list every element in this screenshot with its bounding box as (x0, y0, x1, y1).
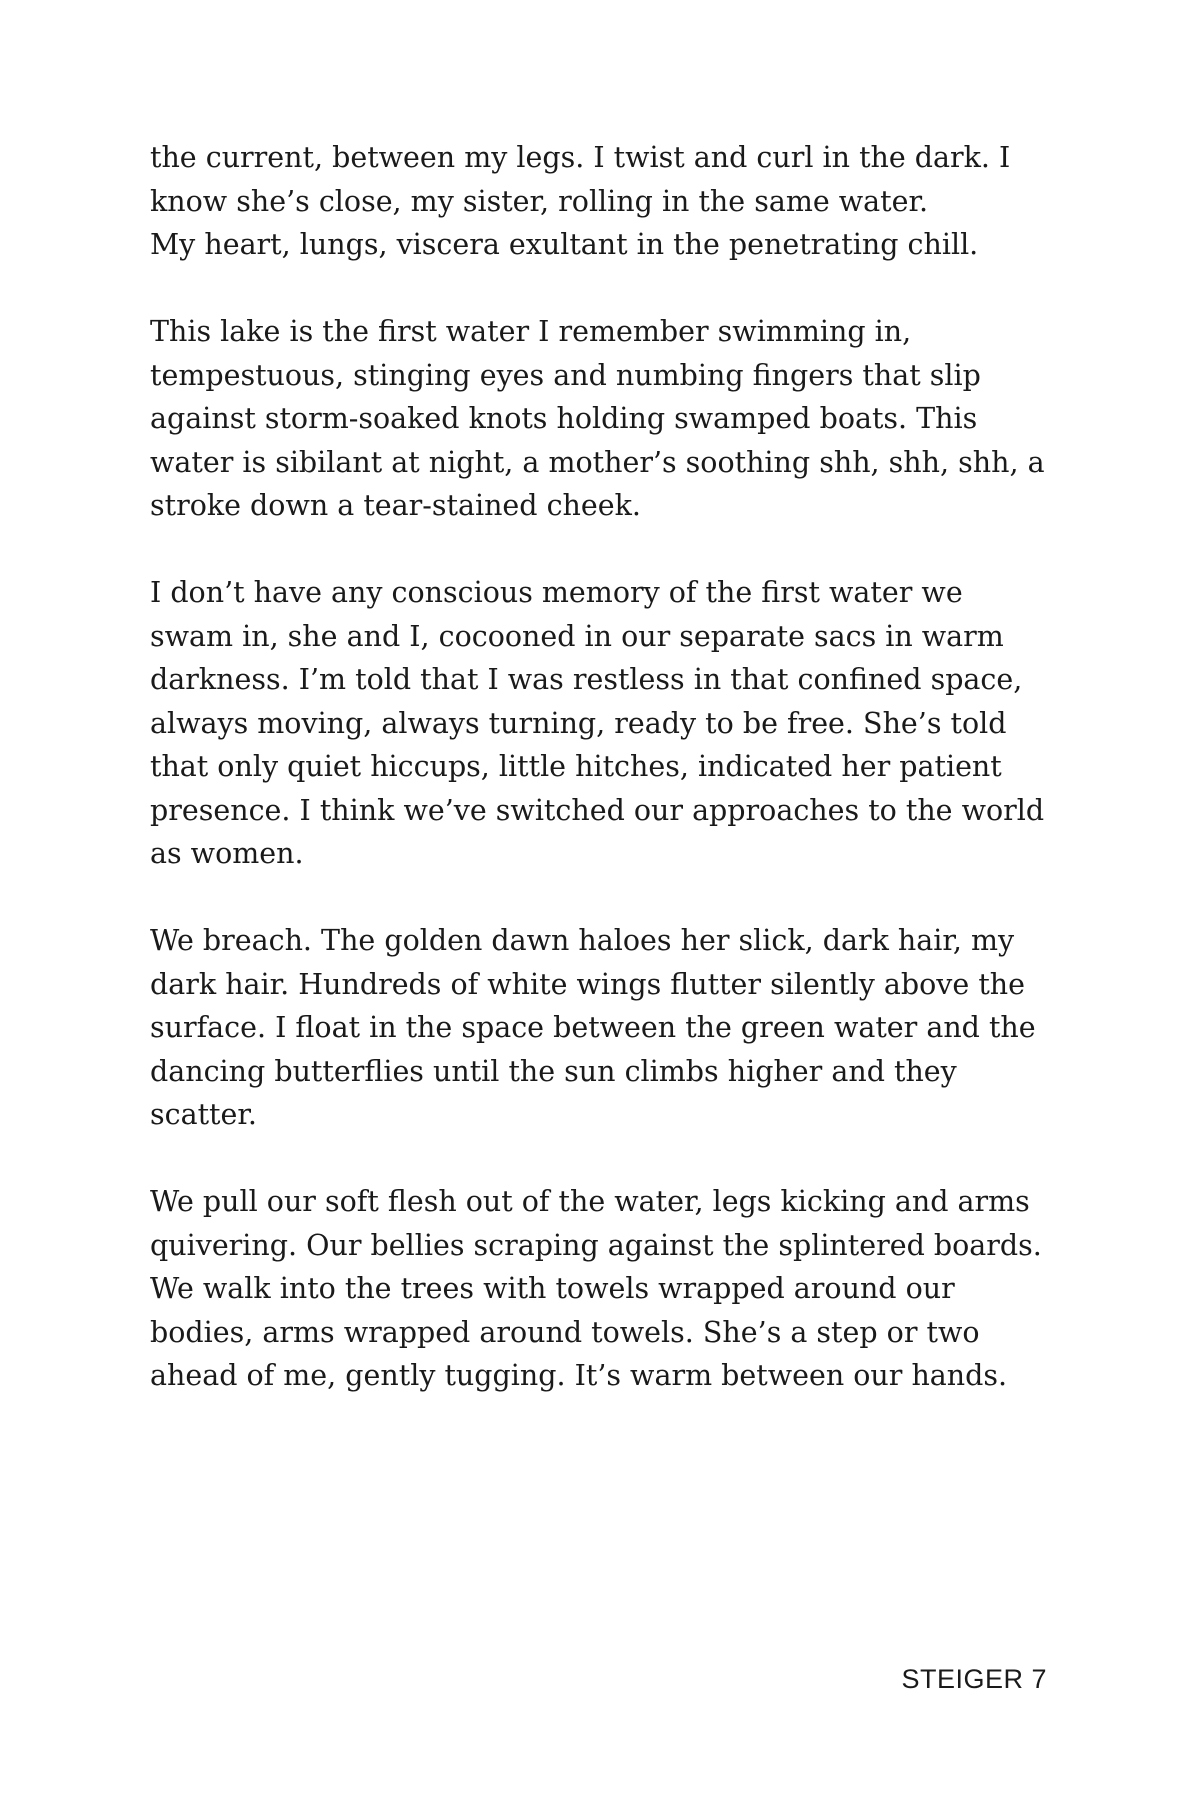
paragraph (150, 1180, 1065, 1398)
text-line: swam in, she and I, cocooned in our separate sacs in warm (150, 619, 1004, 653)
text-line: presence. I think we’ve switched our approaches to the world (150, 793, 1045, 827)
paragraph (150, 136, 1065, 267)
text-line: We breach. The golden dawn haloes her slick, dark hair, my (150, 924, 1015, 957)
text-line: always moving, always turning, ready to be free. She’s told (150, 706, 1007, 740)
text-line: ahead of me, gently tugging. It’s warm between our hands. (150, 1359, 1008, 1392)
text-line: I don’t have any conscious memory of the first water we (150, 576, 963, 609)
text-line: tempestuous, stinging eyes and numbing fingers that slip (150, 358, 981, 392)
text-line: scatter. (150, 1098, 257, 1131)
text-line: bodies, arms wrapped around towels. She’s a step or two (150, 1315, 980, 1349)
paragraph (150, 310, 1065, 528)
text-line: My heart, lungs, viscera exultant in the penetrating chill. (150, 228, 979, 261)
text-line: dancing butterflies until the sun climbs higher and they (150, 1054, 957, 1088)
text-line: quivering. Our bellies scraping against the splintered boards. (150, 1228, 1042, 1262)
text-line: darkness. I’m told that I was restless in that confined space, (150, 663, 1023, 696)
text-line: the current, between my legs. I twist and curl in the dark. I (150, 141, 1011, 174)
text-line: water is sibilant at night, a mother’s soothing shh, shh, shh, a (150, 445, 1045, 479)
text-line: This lake is the first water I remember swimming in, (150, 315, 912, 348)
text-line: dark hair. Hundreds of white wings flutter silently above the (150, 967, 1026, 1001)
text-line: We walk into the trees with towels wrapped around our (150, 1272, 955, 1305)
body-text (150, 136, 1065, 1441)
running-head-page-number: STEIGER 7 (901, 1664, 1047, 1694)
text-line: as women. (150, 837, 304, 870)
text-line: We pull our soft flesh out of the water, legs kicking and arms (150, 1185, 1030, 1218)
paragraph (150, 571, 1065, 876)
text-line: surface. I float in the space between the green water and the (150, 1011, 1036, 1044)
text-line: that only quiet hiccups, little hitches, indicated her patient (150, 750, 1002, 783)
text-line: know she’s close, my sister, rolling in the same water. (150, 184, 929, 218)
text-line: stroke down a tear-stained cheek. (150, 489, 641, 522)
paragraph (150, 919, 1065, 1137)
text-line: against storm-soaked knots holding swamped boats. This (150, 402, 978, 435)
